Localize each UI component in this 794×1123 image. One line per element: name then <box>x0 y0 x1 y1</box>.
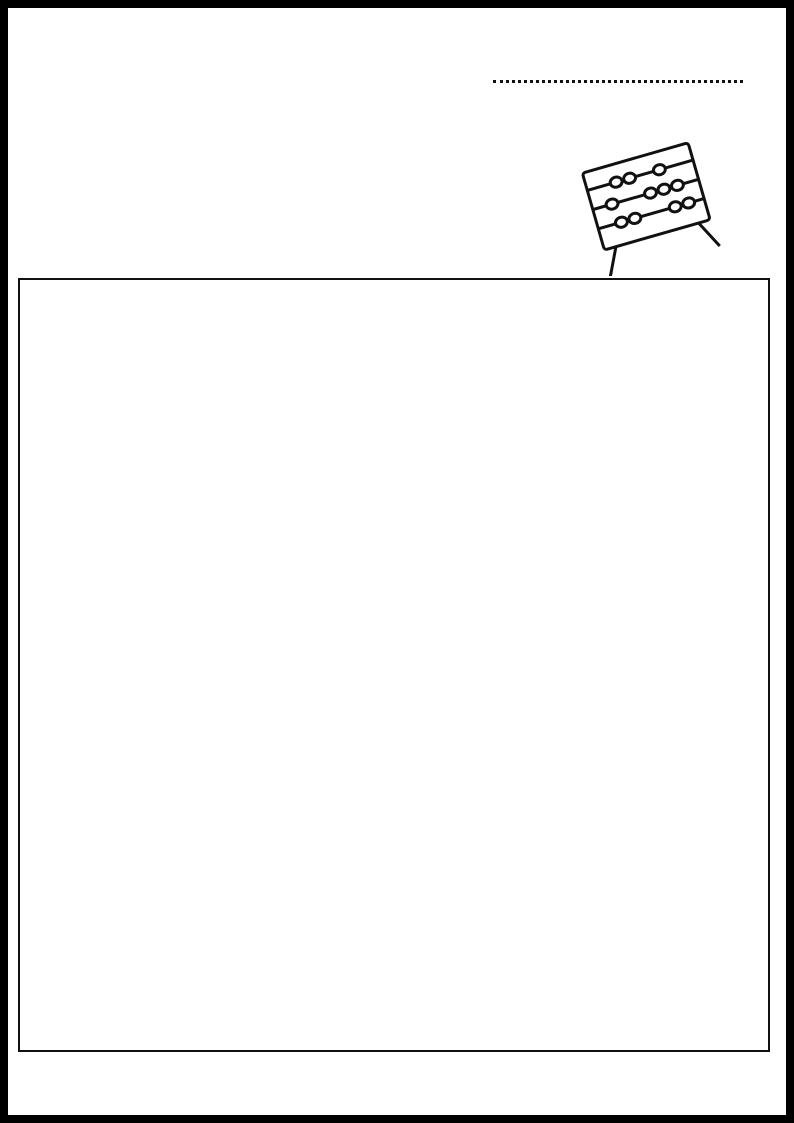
exercise-table <box>18 278 770 1052</box>
name-field-dotted-line[interactable] <box>493 78 743 83</box>
worksheet-page <box>8 8 786 1115</box>
abacus-icon <box>574 136 724 276</box>
